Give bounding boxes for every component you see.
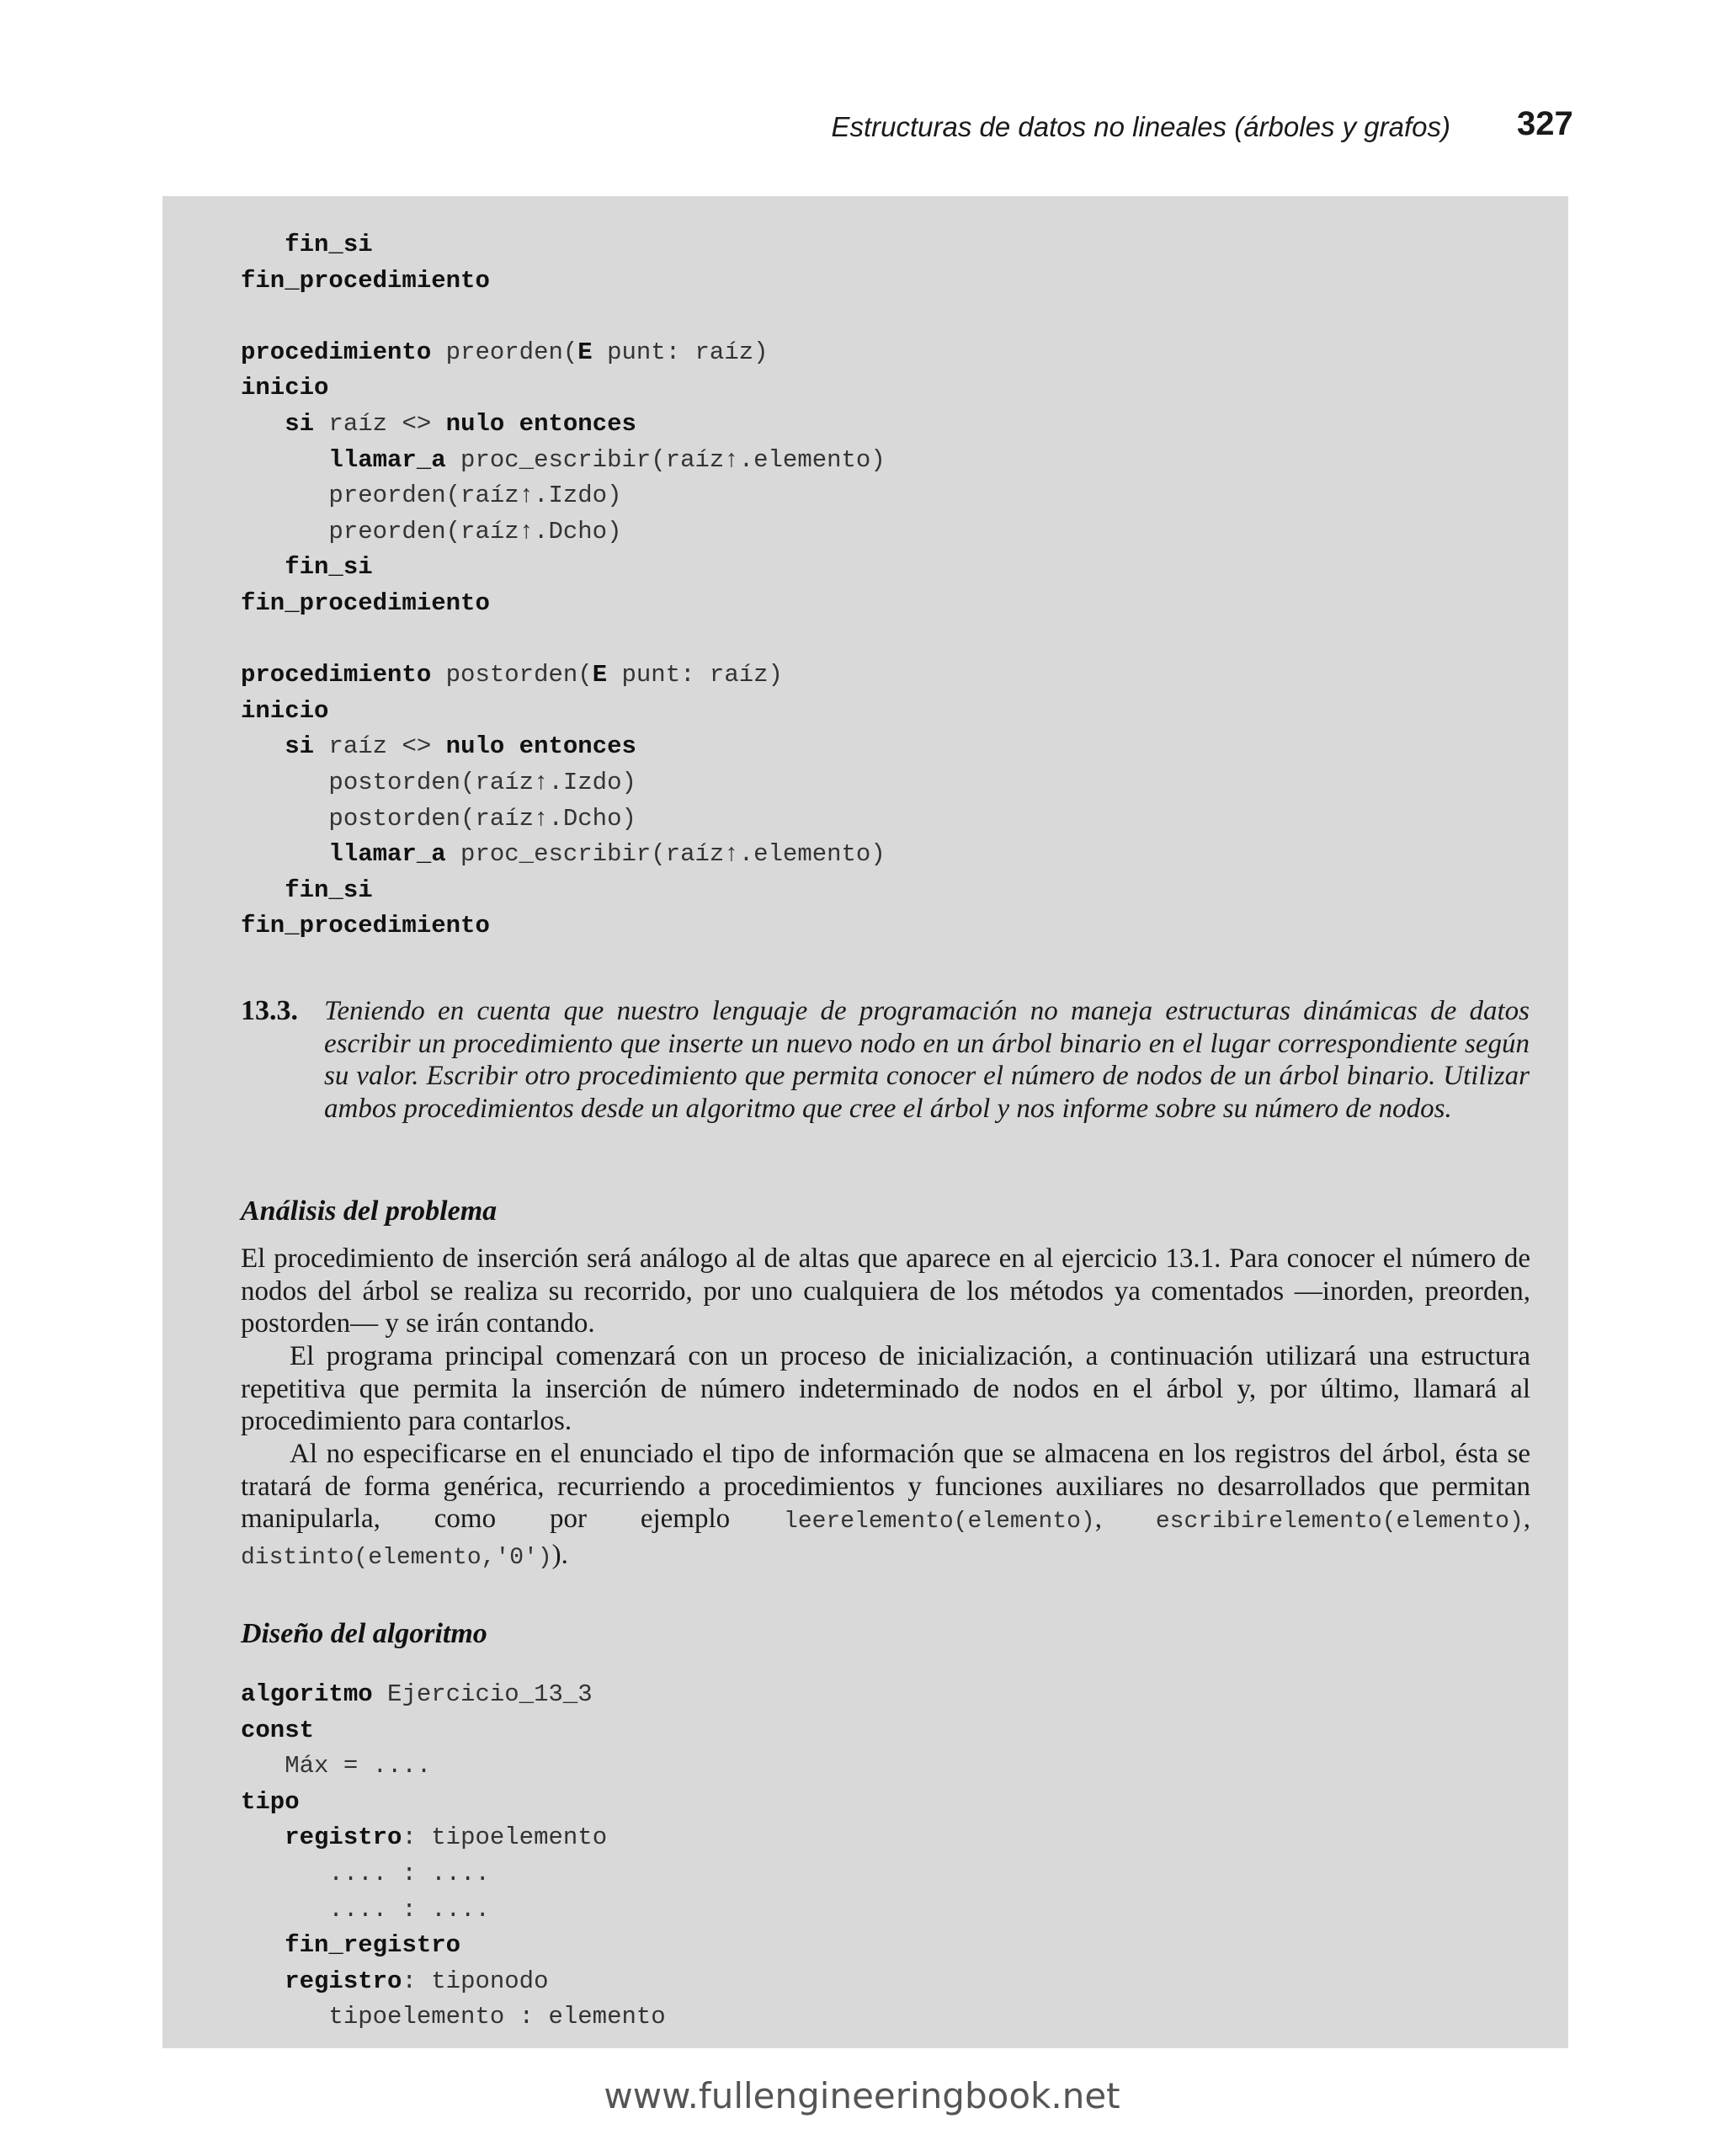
code-keyword: llamar_a [328, 840, 446, 869]
code-line [241, 801, 636, 837]
design-heading: Diseño del algoritmo [241, 1618, 487, 1649]
code-line [241, 514, 621, 550]
code-line [241, 1820, 607, 1855]
code-text: postorden(raíz↑.Izdo) [241, 769, 636, 796]
code-text: preorden(raíz↑.Izdo) [241, 482, 622, 510]
code-keyword: fin_si [285, 876, 373, 904]
code-keyword: tipo [241, 1787, 300, 1816]
code-line [241, 1749, 431, 1784]
code-text: preorden( [431, 338, 578, 366]
code-keyword: fin_procedimiento [241, 589, 490, 617]
code-keyword: nulo entonces [445, 410, 636, 438]
code-text [241, 1967, 285, 1995]
code-text [241, 553, 285, 581]
code-line [241, 335, 769, 370]
code-keyword: si [285, 732, 315, 761]
footer-url: www.fullengineeringbook.net [604, 2075, 1120, 2116]
code-line [241, 407, 636, 442]
code-inline-leerelemento: leerelemento(elemento) [784, 1509, 1095, 1535]
code-line [241, 586, 490, 621]
code-line [241, 694, 328, 729]
code-keyword: E [592, 661, 608, 689]
code-line [241, 908, 490, 944]
code-text [241, 446, 328, 474]
code-line [241, 1856, 490, 1892]
code-text: postorden(raíz↑.Dcho) [241, 804, 636, 833]
code-line [241, 478, 621, 514]
code-text: preorden(raíz↑.Dcho) [241, 517, 622, 546]
analysis-heading: Análisis del problema [241, 1195, 498, 1227]
code-text: : tiponodo [402, 1967, 549, 1995]
code-text [241, 1931, 285, 1959]
code-keyword: E [577, 338, 593, 366]
separator: , [1094, 1504, 1156, 1534]
code-keyword: si [285, 410, 315, 438]
analysis-paragraph-3-text: Al no especificarse en el enunciado el tipo de información que se almacena en los registros del árbol, ésta se tratará de forma genérica, recurriendo a procedimientos y funciones auxiliares no desarrollados que permitan manipularla, como por ejemplo [241, 1439, 1530, 1534]
code-line [241, 1785, 300, 1820]
code-text: postorden( [431, 661, 593, 689]
code-text [241, 1823, 285, 1851]
code-keyword: nulo entonces [445, 732, 636, 761]
code-text [241, 732, 285, 760]
code-line [241, 657, 783, 693]
code-text: proc_escribir(raíz↑.elemento) [445, 840, 886, 869]
code-text: .... : .... [241, 1860, 490, 1887]
running-title: Estructuras de datos no lineales (árboles y grafos) [831, 111, 1450, 142]
code-text: : tipoelemento [402, 1823, 608, 1852]
code-text [241, 410, 285, 438]
code-line [241, 370, 328, 406]
code-line [241, 1892, 490, 1928]
code-text: punt: raíz) [607, 661, 783, 689]
code-keyword: fin_procedimiento [241, 266, 490, 295]
code-text [241, 876, 285, 904]
code-text: raíz <> [314, 732, 446, 761]
code-keyword: llamar_a [328, 445, 446, 474]
separator: , [1523, 1504, 1530, 1534]
code-keyword: procedimiento [241, 338, 432, 366]
code-line [241, 765, 636, 801]
code-keyword: algoritmo [241, 1680, 373, 1708]
code-line [241, 1999, 666, 2035]
exercise-statement: Teniendo en cuenta que nuestro lenguaje de programación no maneja estructuras dinámicas de datos escribir un procedimiento que inserte un nuevo nodo en un árbol binario en el lugar correspondiente según su valor. Escribir otro procedimiento que permita conocer el número de nodos de un árbol binario. Utilizar ambos procedimientos desde un algoritmo que cree el árbol y nos informe sobre su número de nodos. [324, 996, 1530, 1124]
code-line [241, 1964, 548, 1999]
exercise-number: 13.3. [241, 995, 298, 1026]
code-keyword: fin_registro [285, 1931, 461, 1960]
code-line [241, 1677, 593, 1712]
page-number: 327 [1517, 105, 1573, 142]
code-keyword: inicio [241, 374, 329, 402]
analysis-paragraph-3 [241, 1438, 1530, 1574]
code-text [241, 231, 285, 258]
code-text: .... : .... [241, 1895, 490, 1924]
code-text: Máx = .... [241, 1752, 432, 1781]
code-keyword: inicio [241, 696, 329, 725]
code-text: tipoelemento : elemento [241, 2003, 666, 2031]
code-line [241, 1928, 460, 1963]
code-text [241, 840, 328, 868]
code-text: Ejercicio_13_3 [372, 1680, 593, 1708]
analysis-paragraph-2: El programa principal comenzará con un proceso de inicialización, a continuación utilizará una estructura repetitiva que permita la inserción de número indeterminado de nodos en el árbol y, por último, llamará al procedimiento para contarlos. [241, 1341, 1530, 1436]
code-line [241, 550, 373, 585]
paragraph-end: ). [551, 1539, 568, 1570]
code-inline-escribirelemento: escribirelemento(elemento) [1155, 1509, 1524, 1535]
code-inline-distinto: distinto(elemento,'0') [241, 1544, 552, 1571]
code-text: raíz <> [314, 410, 446, 438]
code-line [241, 729, 636, 764]
analysis-paragraph-1: El procedimiento de inserción será análogo al de altas que aparece en al ejercicio 13.1. Para conocer el número de nodos del árbol se realiza su recorrido, por uno cualquiera de los métodos ya comentados —inorden, preorden, postorden— y se irán contando. [241, 1243, 1530, 1339]
code-text: proc_escribir(raíz↑.elemento) [445, 445, 886, 474]
code-keyword: procedimiento [241, 661, 432, 689]
code-line [241, 873, 373, 908]
code-line [241, 837, 886, 872]
code-keyword: fin_si [285, 231, 373, 258]
code-text: punt: raíz) [592, 338, 769, 366]
code-line [241, 443, 886, 478]
code-keyword: fin_procedimiento [241, 912, 490, 940]
code-line [241, 264, 490, 299]
code-line [241, 1713, 314, 1749]
code-line [241, 227, 373, 263]
code-keyword: const [241, 1716, 315, 1744]
code-keyword: registro [285, 1967, 402, 1995]
code-keyword: registro [285, 1823, 402, 1852]
code-keyword: fin_si [285, 553, 373, 582]
